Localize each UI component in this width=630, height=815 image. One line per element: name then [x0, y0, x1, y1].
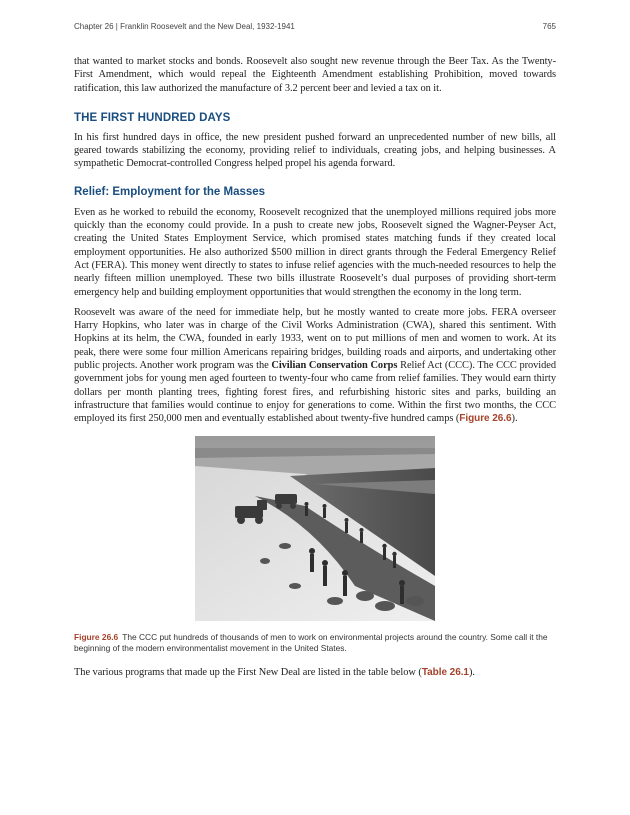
closing-paragraph: [74, 666, 556, 679]
ccc-term: Civilian Conservation Corps: [271, 360, 398, 372]
cwa-text-2: Relief Act (CCC). The CCC provided government jobs for young men aged fourteen to twenty-four who came from relief families. They would earn thirty dollars per month planting trees, fighting forest fires, and refurbishing historic sites and parks, building an infrastructure that families would continue to enjoy for generations to come. Within the first two months, the CCC employed its first 250,000 men and eventually established about twenty-five hundred camps (: [74, 360, 556, 425]
cwa-text-end: ).: [511, 413, 518, 425]
figure-label: Figure 26.6: [74, 631, 119, 642]
closing-text-end: ).: [468, 666, 475, 678]
cwa-paragraph: [74, 306, 556, 426]
table-link[interactable]: Table 26.1: [421, 666, 469, 678]
document-page: [74, 0, 556, 815]
chapter-title: Chapter 26 | Franklin Roosevelt and the New Deal, 1932-1941: [74, 22, 295, 31]
cwa-text-1: Roosevelt was aware of the need for immediate help, but he mostly wanted to create more jobs. FERA overseer Harry Hopkins, who later was in charge of the Civil Works Administration (CWA), shared this sentiment. With Hopkins at its helm, the CWA, founded in early 1933, went on to put millions of men and women to work. At its peak, there were some four million Americans repairing bridges, building roads and airports, and undertaking other public projects. Another work program was the: [74, 306, 556, 372]
figure-link[interactable]: Figure 26.6: [459, 413, 512, 425]
ccc-workers-photo: [195, 436, 435, 621]
section-heading: THE FIRST HUNDRED DAYS: [74, 111, 231, 124]
hundred-days-paragraph: In his first hundred days in office, the new president pushed forward an unprecedented number of new bills, all geared towards stabilizing the economy, providing relief to individuals, creating jobs, and helping businesses. A sympathetic Democrat-controlled Congress helped propel his agenda forward.: [74, 131, 556, 170]
page-number: 765: [542, 22, 556, 31]
caption-text: The CCC put hundreds of thousands of men to work on environmental projects around the country. Some call it the beginning of the modern environmentalist movement in the United States.: [74, 631, 548, 653]
running-head: [74, 22, 556, 31]
relief-paragraph: Even as he worked to rebuild the economy, Roosevelt recognized that the unemployed millions required jobs more quickly than the economy could provide. In a push to create new jobs, Roosevelt signed the Wagner-Peyser Act, creating the United States Employment Service, which promised states matching funds if they created local employment opportunities. He also authorized $500 million in direct grants through the Federal Emergency Relief Act (FERA). This money went directly to states to infuse relief agencies with the much-needed resources to help the nearly fifteen million unemployed. These two bills illustrate Roosevelt’s dual purposes of providing short-term emergency help and building employment opportunities that would strengthen the economy in the long term.: [74, 206, 556, 298]
page-body: [74, 55, 556, 686]
intro-paragraph: that wanted to market stocks and bonds. Roosevelt also sought new revenue through the Beer Tax. As the Twenty-First Amendment, which would repeal the Eighteenth Amendment establishing Prohibition, moved towards ratification, this law authorized the manufacture of 3.2 percent beer and levied a tax on it.: [74, 56, 556, 94]
figure: [74, 436, 556, 626]
figure-caption: [74, 632, 556, 654]
closing-text: The various programs that made up the First New Deal are listed in the table below (: [74, 666, 422, 678]
subsection-heading: Relief: Employment for the Masses: [74, 185, 266, 198]
